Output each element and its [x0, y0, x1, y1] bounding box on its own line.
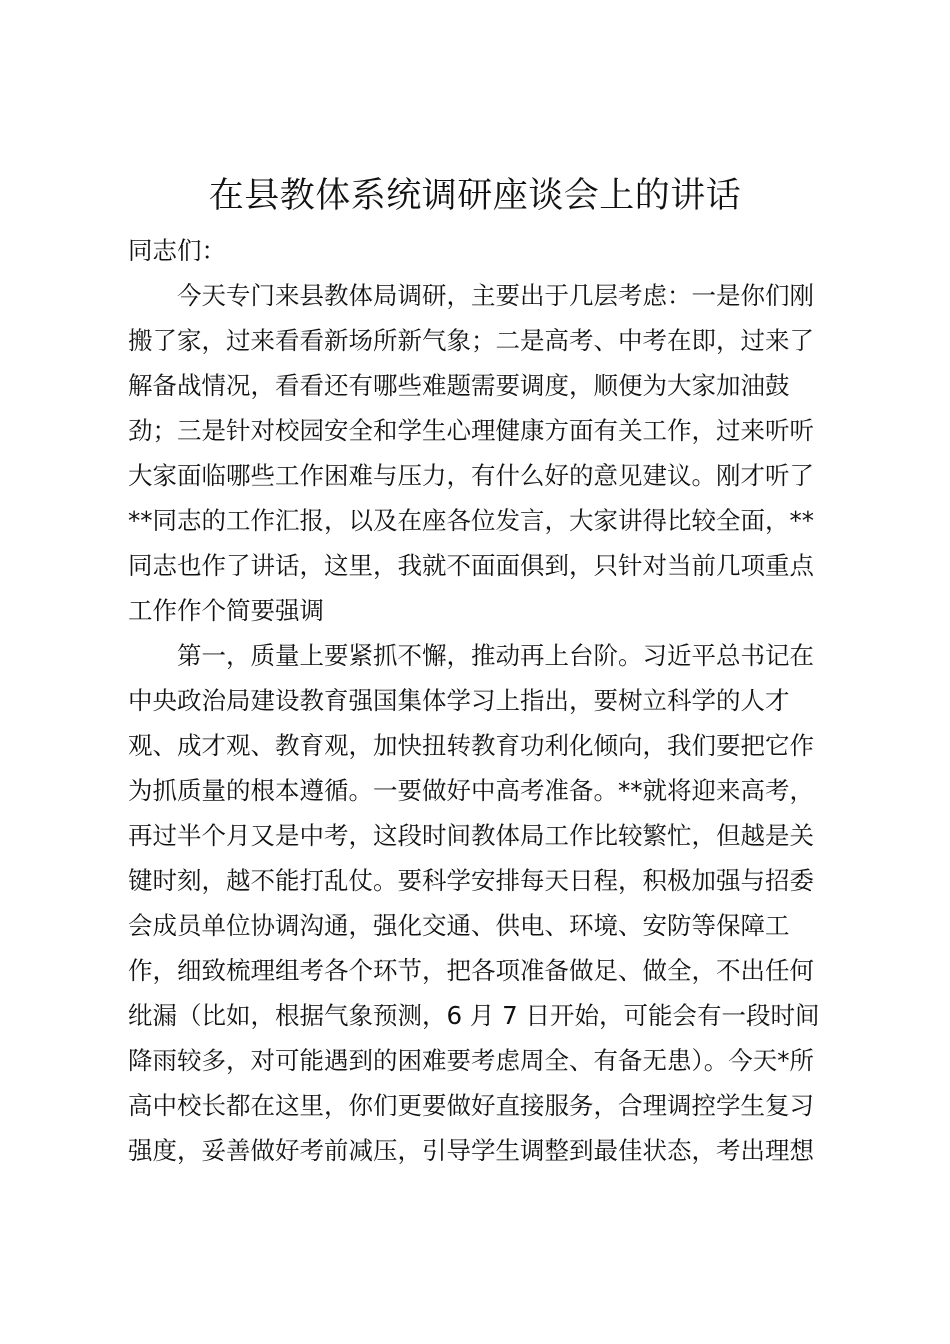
paragraph-line: 键时刻，越不能打乱仗。要科学安排每天日程，积极加强与招委 — [128, 866, 814, 895]
paragraph-line: 搬了家，过来看看新场所新气象；二是高考、中考在即，过来了 — [128, 326, 814, 355]
paragraph-line: 观、成才观、教育观，加快扭转教育功利化倾向，我们要把它作 — [128, 731, 814, 760]
paragraph-line: 为抓质量的根本遵循。一要做好中高考准备。**就将迎来高考， — [128, 776, 814, 805]
greeting: 同志们： — [128, 236, 226, 265]
paragraph-line: 作，细致梳理组考各个环节，把各项准备做足、做全，不出任何 — [128, 956, 814, 985]
document-body — [128, 228, 834, 1173]
paragraph-line: 今天专门来县教体局调研，主要出于几层考虑：一是你们刚 — [177, 281, 814, 310]
paragraph-line: **同志的工作汇报，以及在座各位发言，大家讲得比较全面，** — [128, 506, 814, 535]
paragraph-line: 降雨较多，对可能遇到的困难要考虑周全、有备无患）。今天*所 — [128, 1046, 814, 1075]
paragraph-line: 同志也作了讲话，这里，我就不面面俱到，只针对当前几项重点 — [128, 551, 814, 580]
document-title: 在县教体系统调研座谈会上的讲话 — [208, 176, 742, 216]
paragraph-line: 强度，妥善做好考前减压，引导学生调整到最佳状态，考出理想 — [128, 1136, 814, 1165]
paragraph-line: 大家面临哪些工作困难与压力，有什么好的意见建议。刚才听了 — [128, 461, 814, 490]
paragraph-1 — [128, 273, 834, 633]
paragraph-line: 中央政治局建设教育强国集体学习上指出，要树立科学的人才 — [128, 686, 790, 715]
paragraph-line: 第一，质量上要紧抓不懈，推动再上台阶。习近平总书记在 — [177, 641, 814, 670]
paragraph-line: 会成员单位协调沟通，强化交通、供电、环境、安防等保障工 — [128, 911, 790, 940]
paragraph-line: 高中校长都在这里，你们更要做好直接服务，合理调控学生复习 — [128, 1091, 814, 1120]
paragraph-line: 解备战情况，看看还有哪些难题需要调度，顺便为大家加油鼓 — [128, 371, 790, 400]
paragraph-line: 劲；三是针对校园安全和学生心理健康方面有关工作，过来听听 — [128, 416, 814, 445]
paragraph-line: 纰漏（比如，根据气象预测，6 月 7 日开始，可能会有一段时间 — [128, 1001, 820, 1030]
paragraph-2 — [128, 633, 834, 1173]
paragraph-line: 工作作个简要强调 — [128, 596, 324, 625]
paragraph-line: 再过半个月又是中考，这段时间教体局工作比较繁忙，但越是关 — [128, 821, 814, 850]
